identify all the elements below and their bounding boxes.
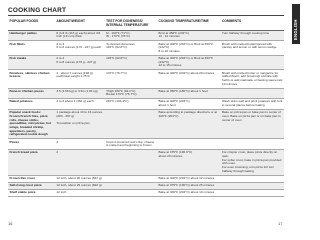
comments-cell: [220, 88, 284, 99]
amount-cell: 12 inch: [55, 189, 105, 196]
amount-cell: 1 package about 10 to 16 ounces (284 - 397 g) To location on pizza pan: [55, 110, 105, 139]
cooking-chart-table: [8, 19, 284, 197]
temperature-time-cell: Bake at 375°F (190°C) about 25 minutes: [157, 182, 220, 189]
table-row: [8, 175, 284, 182]
column-header-temperature-time: COOKING TEMPERATURE/TIME: [157, 19, 220, 30]
temperature-time-cell: [157, 139, 220, 150]
food-cell: Popular snack foods: Frozen French fries, pizza rolls, cheese sticks, quesadillas, mini pizzas, hot wings, breaded shrimp, appetizers, pastry, refrigerated cookie dough: [8, 110, 55, 139]
table-row: [8, 99, 284, 110]
temperature-time-cell: Bake at 400°F (204°C) or Broil at 450°F (232°C) 8 to 10 minutes: [157, 41, 220, 55]
doneness-cell: [105, 189, 157, 196]
amount-cell: 2 to 4 6 to 8 ounces (170 - 227 g) each: [55, 41, 105, 55]
title-divider: [8, 15, 284, 16]
food-cell: Frozen thin crust: [8, 175, 55, 182]
doneness-cell: 210°F (104.4°C): [105, 99, 157, 110]
comments-cell: [220, 55, 284, 69]
table-row: [8, 55, 284, 69]
temperature-time-cell: Bake at 400°F (204°C) about 12 minutes: [157, 175, 220, 182]
comments-cell: Bake on pizza pan or bake pan in center of oven. Bake on pizza pan or on bake pan in center of oven: [220, 110, 284, 139]
amount-cell: 4 - about 7 ounces (198 g) each/total weight 1.75 lb: [55, 70, 105, 88]
table-row: [8, 70, 284, 88]
food-cell: Boneless, skinless chicken breasts: [8, 70, 55, 88]
food-cell: Fish fillets: [8, 41, 55, 55]
table-row: [8, 139, 284, 150]
temperature-time-cell: Bake at 400°F (204°C) or Broil at 450°F (232°C) 12 to 15 minutes: [157, 55, 220, 69]
amount-cell: 2 to 4 6 to 8 ounces (170 g - 227 g): [55, 55, 105, 69]
comments-cell: [220, 175, 284, 182]
column-header-doneness: TEST FOR DONENESS/ INTERNAL TEMPERATURE: [105, 19, 157, 30]
doneness-cell: 170°F (76.7°C): [105, 70, 157, 88]
comments-cell: Turn halfway through cooking time: [220, 30, 284, 41]
comments-cell: Wash skins well and prick potatoes with fork in several places before baking: [220, 99, 284, 110]
amount-cell: 3.5 (1.59 kg) to 4 lbs (1.81 kg): [55, 88, 105, 99]
food-cell: Shelf stable pizza: [8, 189, 55, 196]
comments-cell: [220, 182, 284, 189]
food-cell: Baked potatoes: [8, 99, 55, 110]
table-row: [8, 88, 284, 99]
temperature-time-cell: Bake at 400°F (204°C) about 1 hour: [157, 99, 220, 110]
page-number-right: 17: [278, 221, 283, 226]
amount-cell: 12 inch, about 29 ounces (822 g): [55, 182, 105, 189]
table-row: [8, 41, 284, 55]
amount-cell: 8 (1/4 lb (113 g) each) about 3/4 inch (19 mm) thick: [55, 30, 105, 41]
food-cell: Hamburger patties: [8, 30, 55, 41]
column-header-amount-weight: AMOUNT/WEIGHT: [55, 19, 105, 30]
table-row: [8, 110, 284, 139]
doneness-cell: Thigh 180°F (82.2°C) Breast 170°F (76.7°C): [105, 88, 157, 99]
temperature-time-cell: Bake at 400°F (204°C) about 20 minutes: [157, 70, 220, 88]
comments-cell: Brush with melted butter or margarine for added flavor; add browning/ sprinkle with herbs or add marinade or basting sauce last 10 minutes: [220, 70, 284, 88]
food-cell: French bread pizza: [8, 150, 55, 176]
table-body: [8, 30, 284, 196]
food-cell: Bone-in chicken pieces: [8, 88, 55, 99]
comments-cell: [220, 139, 284, 150]
temperature-time-cell: Bake at 375°F (190.6°C) about 20 minutes: [157, 150, 220, 176]
temperature-time-cell: Bake at 400°F (204°C) about 10 minutes: [157, 189, 220, 196]
column-header-comments: COMMENTS: [220, 19, 284, 30]
table-row: [8, 30, 284, 41]
page-number-left: 16: [8, 221, 13, 226]
table-row: [8, 189, 284, 196]
food-cell: Self-rising crust pizza: [8, 182, 55, 189]
amount-cell: 12 inch, about 20 ounces (567 g): [55, 175, 105, 182]
food-cell: Pizzas: [8, 139, 55, 150]
language-tab: [292, 4, 300, 44]
temperature-time-cell: Bake according to package directions or at 400°F (204°C): [157, 110, 220, 139]
doneness-cell: 145°F (62.8°C): [105, 55, 157, 69]
table-header-row: [8, 19, 284, 30]
table-row: [8, 150, 284, 176]
doneness-cell: [105, 110, 157, 139]
doneness-cell: M - 160°F (71°C) W - 170°F (76°C): [105, 30, 157, 41]
temperature-time-cell: Bake at 350°F (180°C) about 1 hour: [157, 88, 220, 99]
food-cell: Fish steaks: [8, 55, 55, 69]
doneness-cell: To desired doneness 145°F (62.8°C): [105, 41, 157, 55]
amount-cell: 2: [55, 150, 105, 176]
comments-cell: Brush with melted butter/spread with parsley and lemon or with lemon wedge: [220, 41, 284, 55]
amount-cell: 2: [55, 139, 105, 150]
doneness-cell: [105, 182, 157, 189]
column-header-popular-foods: POPULAR FOODS: [8, 19, 55, 30]
comments-cell: For crispier crust, place pizza directly on rack. For softer crust, bake in pizza pan provided with oven. For even browning, turn pizza 1/2 turn halfway through baking: [220, 150, 284, 176]
language-tab-label: ENGLISH: [293, 19, 298, 40]
page-title: COOKING CHART: [8, 7, 67, 14]
doneness-cell: [105, 175, 157, 182]
comments-cell: [220, 189, 284, 196]
temperature-time-cell: Broil at 450°F (232°C) 10 - 12 minutes: [157, 30, 220, 41]
doneness-cell: [105, 150, 157, 176]
amount-cell: 4 to 6 about 1 (454 g) each: [55, 99, 105, 110]
doneness-cell: Crust is browned and crisp; cheese is melted and beginning to brown: [105, 139, 157, 150]
table-row: [8, 182, 284, 189]
